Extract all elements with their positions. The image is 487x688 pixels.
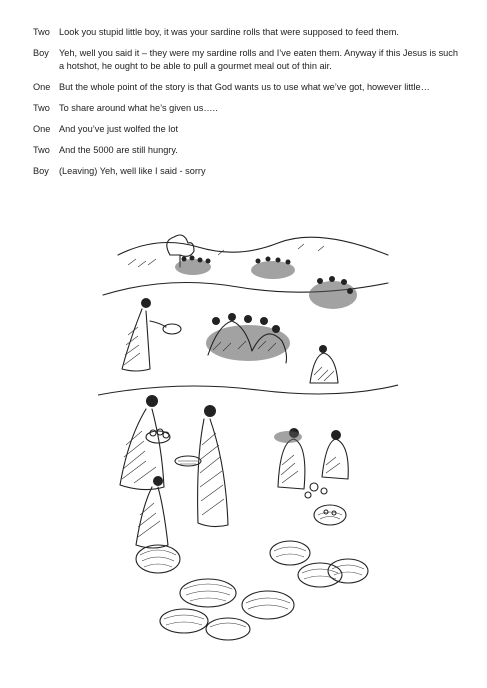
speaker-name: Two — [33, 27, 50, 37]
dialogue-text: And you’ve just wolfed the lot — [59, 123, 178, 134]
dialogue-text: Yeh, well you said it – they were my sardine rolls and I’ve eaten them. Anyway if this Jesus is such a hotshot, he ought to be able to pull a gourmet meal out of thin air. — [59, 47, 458, 71]
speaker-name: One — [33, 81, 51, 92]
speaker-name: Boy — [33, 165, 49, 176]
dialogue-line — [33, 144, 463, 157]
dialogue-line — [33, 26, 463, 39]
figure-with-loaves — [120, 395, 170, 490]
dialogue-line — [33, 81, 463, 94]
sketch-drawing — [98, 225, 398, 645]
dialogue-text: To share around what he’s given us….. — [59, 102, 218, 113]
dialogue-line — [33, 165, 463, 178]
seated-figure-right — [310, 345, 338, 383]
dialogue-text: And the 5000 are still hungry. — [59, 144, 178, 155]
basket-small-right — [314, 505, 346, 525]
crowd-sketch-illustration — [98, 225, 398, 645]
dialogue-text: (Leaving) Yeh, well like I said - sorry — [59, 165, 206, 176]
dialogue-line — [33, 123, 463, 136]
tree-sketch — [167, 235, 194, 256]
foreground-baskets — [136, 541, 368, 640]
dialogue-text: Look you stupid little boy, it was your sardine rolls that were supposed to feed them. — [59, 27, 399, 37]
speaker-name: Two — [33, 144, 50, 155]
figure-with-plate — [175, 405, 228, 527]
script-dialogue — [33, 26, 463, 185]
speaker-name: One — [33, 123, 51, 134]
figure-with-basket-upper — [122, 298, 181, 371]
seated-group-middle — [206, 313, 290, 363]
dialogue-text: But the whole point of the story is that God wants us to use what we’ve got, however little… — [59, 81, 430, 92]
speaker-name: Boy — [33, 47, 49, 58]
speaker-name: Two — [33, 102, 50, 113]
dialogue-line — [33, 102, 463, 115]
seated-pair-right — [274, 428, 348, 498]
distant-crowd-right — [251, 257, 357, 310]
hill-hatching — [128, 244, 324, 267]
ground-line — [98, 385, 398, 395]
dialogue-line — [33, 47, 463, 72]
hill-line — [118, 237, 388, 255]
